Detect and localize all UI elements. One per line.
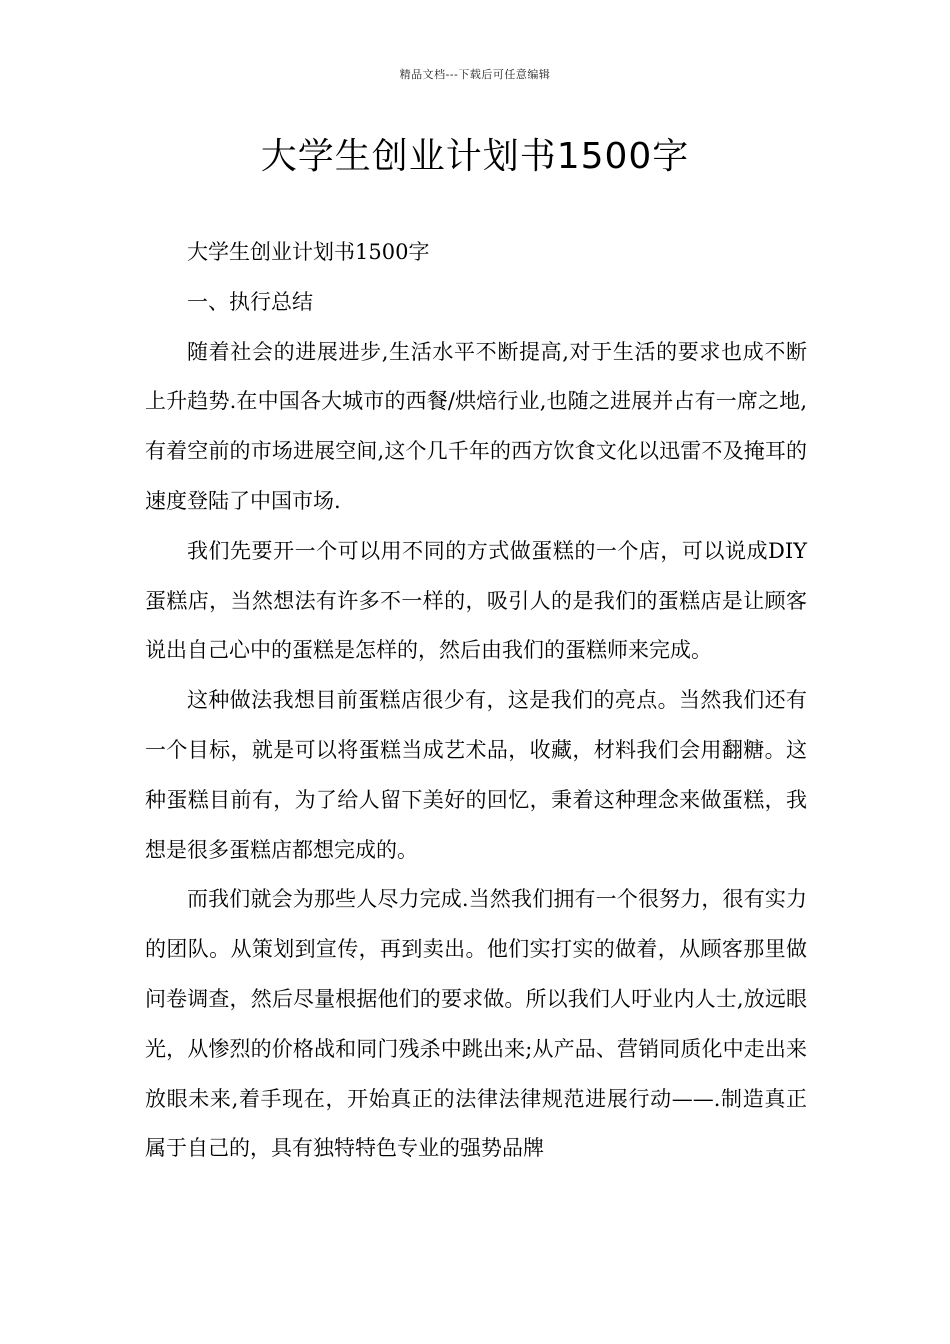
paragraph: 这种做法我想目前蛋糕店很少有，这是我们的亮点。当然我们还有一个目标，就是可以将蛋糕当成艺术品，收藏，材料我们会用翻糖。这种蛋糕目前有，为了给人留下美好的回忆，秉着这种理念来做蛋糕，我想是很多蛋糕店都想完成的。 <box>145 688 807 862</box>
paragraph-subtitle: 大学生创业计划书1500字 <box>187 240 430 264</box>
running-header: 精品文档---下载后可任意编辑 <box>399 68 551 81</box>
document-title: 大学生创业计划书1500字 <box>260 136 690 177</box>
paragraph: 我们先要开一个可以用不同的方式做蛋糕的一个店，可以说成DIY蛋糕店，当然想法有许多不一样的，吸引人的是我们的蛋糕店是让顾客说出自己心中的蛋糕是怎样的，然后由我们的蛋糕师来完成。 <box>145 538 807 663</box>
paragraph: 而我们就会为那些人尽力完成.当然我们拥有一个很努力，很有实力的团队。从策划到宣传，再到卖出。他们实打实的做着，从顾客那里做问卷调查，然后尽量根据他们的要求做。所以我们人吁业内人士,放远眼光，从惨烈的价格战和同门残杀中跳出来;从产品、营销同质化中走出来放眼未来,着手现在，开始真正的法律法律规范进展行动——.制造真正属于自己的，具有独特特色专业的强势品牌 <box>145 887 807 1161</box>
document-body <box>145 228 807 1174</box>
paragraph: 随着社会的进展进步,生活水平不断提高,对于生活的要求也成不断上升趋势.在中国各大城市的西餐/烘焙行业,也随之进展并占有一席之地,有着空前的市场进展空间,这个几千年的西方饮食文化以迅雷不及掩耳的速度登陆了中国市场. <box>145 339 807 513</box>
paragraph-section-heading: 一、执行总结 <box>187 289 313 314</box>
